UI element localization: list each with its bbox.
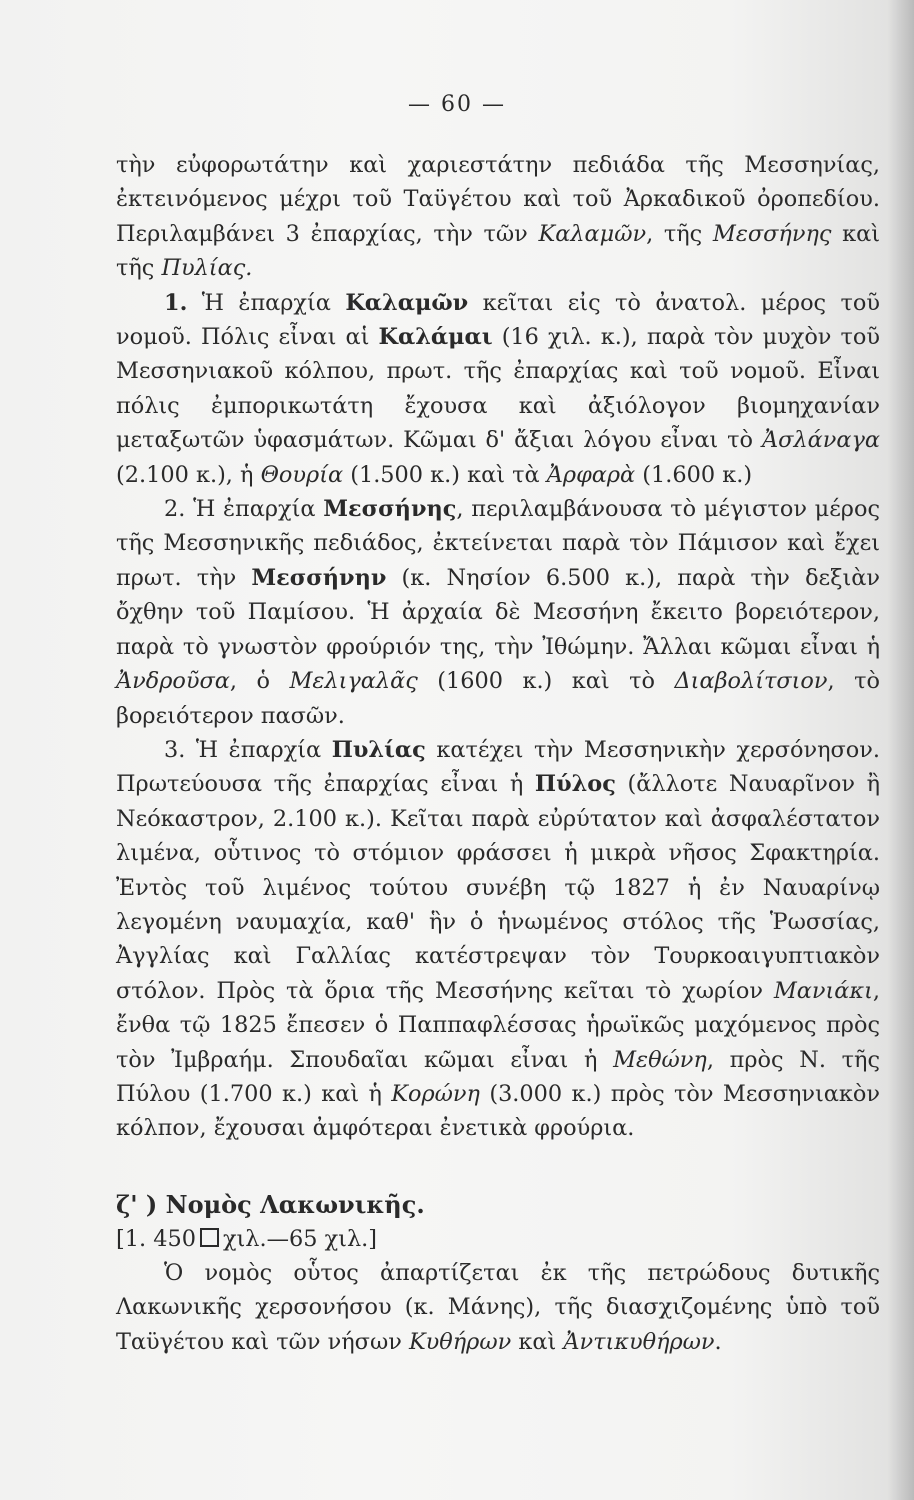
paragraph-province-messinis: 2. Ἡ ἐπαρχία Μεσσήνης, περιλαμβάνουσα τὸ μέγιστον μέρος τῆς Μεσσηνικῆς πεδιάδος, ἐκτείνεται παρὰ τὸν Πάμισον καὶ ἔχει πρωτ. τὴν Μεσσήνην (κ. Νησίον 6.500 κ.), παρὰ τὴν δεξιὰν ὄχθην τοῦ Παμίσου. Ἡ ἀρχαία δὲ Μεσσήνη ἔκειτο βορειότερον, παρὰ τὸ γνωστὸν φρούριόν της, τὴν Ἰθώμην. Ἄλλαι κῶμαι εἶναι ἡ Ἀνδροῦσα, ὁ Μελιγαλᾶς (1600 κ.) καὶ τὸ Διαβολίτσιον, τὸ βορειότερον πασῶν. (116, 496, 880, 729)
paragraph-lakonia: Ὁ νομὸς οὗτος ἀπαρτίζεται ἐκ τῆς πετρώδους δυτικῆς Λακωνικῆς χερσονήσου (κ. Μάνης), τῆς διασχιζομένης ὑπὸ τοῦ Ταϋγέτου καὶ τῶν νήσων Κυθήρων καὶ Ἀντικυθήρων. (116, 1259, 880, 1355)
body-text (116, 148, 880, 1359)
section-stats: [1. 450 χιλ.—65 χιλ.] (116, 1225, 377, 1252)
page-number: — 60 — (408, 92, 506, 117)
paragraph-province-kalamon: 1. Ἡ ἐπαρχία Καλαμῶν κεῖται εἰς τὸ ἀνατολ. μέρος τοῦ νομοῦ. Πόλις εἶναι αἱ Καλάμαι (16 χιλ. κ.), παρὰ τὸν μυχὸν τοῦ Μεσσηνιακοῦ κόλπου, πρωτ. τῆς ἐπαρχίας καὶ τοῦ νομοῦ. Εἶναι πόλις ἐμπορικωτάτη ἔχουσα καὶ ἀξιόλογον βιομηχανίαν μεταξωτῶν ὑφασμάτων. Κῶμαι δ' ἄξιαι λόγου εἶναι τὸ Ἀσλάναγα (2.100 κ.), ἡ Θουρία (1.500 κ.) καὶ τὰ Ἀρφαρὰ (1.600 κ.) (116, 289, 880, 488)
section-heading: ζ' ) Νομὸς Λακωνικῆς. (116, 1189, 425, 1219)
square-symbol-icon (200, 1228, 219, 1247)
paragraph-intro: τὴν εὐφορωτάτην καὶ χαριεστάτην πεδιάδα τῆς Μεσσηνίας, ἐκτεινόμενος μέχρι τοῦ Ταϋγέτου καὶ τοῦ Ἀρκαδικοῦ ὀροπεδίου. Περιλαμβάνει 3 ἐπαρχίας, τὴν τῶν Καλαμῶν, τῆς Μεσσήνης καὶ τῆς Πυλίας. (116, 152, 881, 282)
paragraph-province-pylias: 3. Ἡ ἐπαρχία Πυλίας κατέχει τὴν Μεσσηνικὴν χερσόνησον. Πρωτεύουσα τῆς ἐπαρχίας εἶναι ἡ Πύλος (ἄλλοτε Ναυαρῖνον ἢ Νεόκαστρον, 2.100 κ.). Κεῖται παρὰ εὐρύτατον καὶ ἀσφαλέστατον λιμένα, οὗτινος τὸ στόμιον φράσσει ἡ μικρὰ νῆσος Σφακτηρία. Ἐντὸς τοῦ λιμένος τούτου συνέβη τῷ 1827 ἡ ἐν Ναυαρίνῳ λεγομένη ναυμαχία, καθ' ἣν ὁ ἡνωμένος στόλος τῆς Ῥωσσίας, Ἀγγλίας καὶ Γαλλίας κατέστρεψαν τὸν Τουρκοαιγυπτιακὸν στόλον. Πρὸς τὰ ὅρια τῆς Μεσσήνης κεῖται τὸ χωρίον Μανιάκι, ἔνθα τῷ 1825 ἔπεσεν ὁ Παππαφλέσσας ἡρωϊκῶς μαχόμενος πρὸς τὸν Ἰμβραήμ. Σπουδαῖαι κῶμαι εἶναι ἡ Μεθώνη, πρὸς Ν. τῆς Πύλου (1.700 κ.) καὶ ἡ Κορώνη (3.000 κ.) πρὸς τὸν Μεσσηνιακὸν κόλπον, ἔχουσαι ἀμφότεραι ἐνετικὰ φρούρια. (116, 736, 881, 1142)
